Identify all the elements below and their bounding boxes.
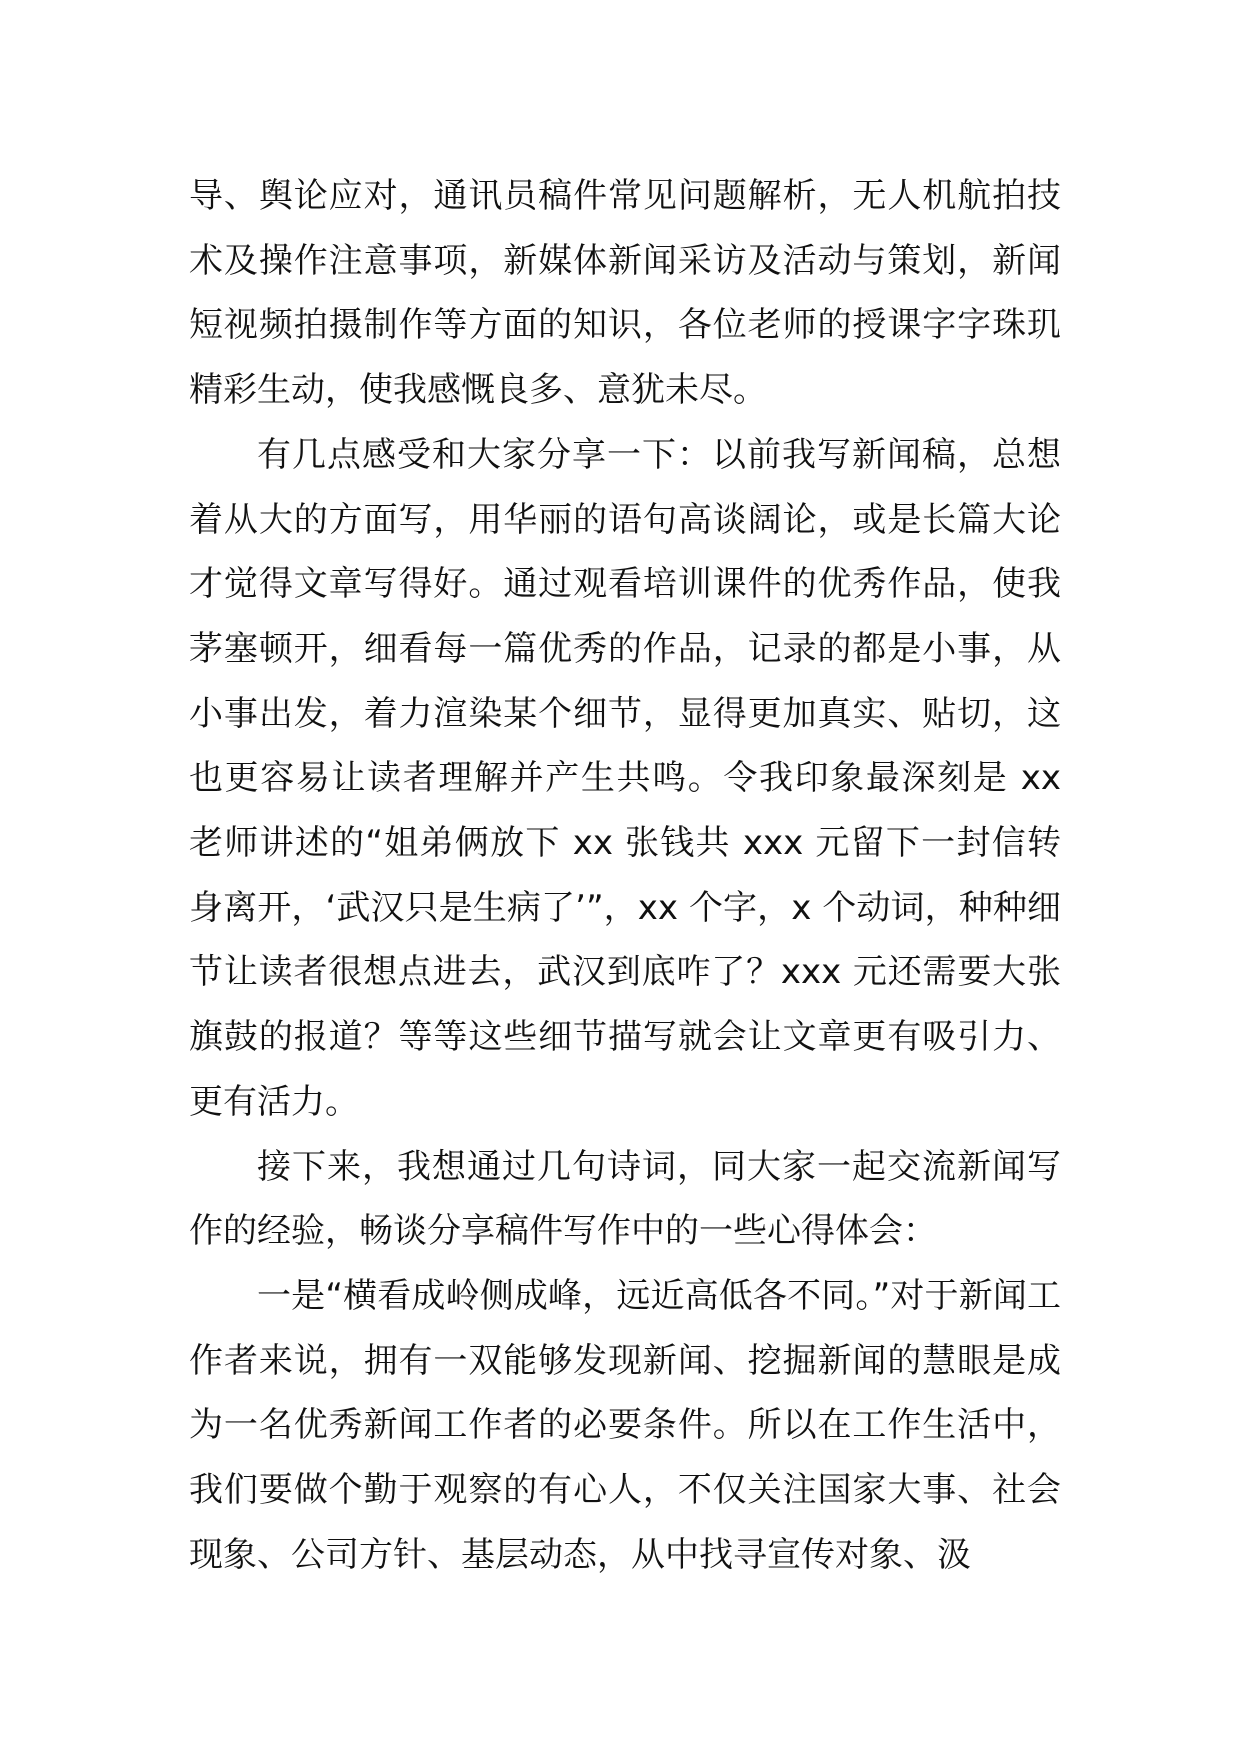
paragraph-3: 接下来，我想通过几句诗词，同大家一起交流新闻写作的经验，畅谈分享稿件写作中的一些心得体会： xyxy=(189,1146,1061,1252)
document-body xyxy=(189,164,1061,1587)
paragraph-4: 一是“横看成岭侧成峰，远近高低各不同。”对于新闻工作者来说，拥有一双能够发现新闻、挖掘新闻的慧眼是成为一名优秀新闻工作者的必要条件。所以在工作生活中，我们要做个勤于观察的有心人，不仅关注国家大事、社会现象、公司方针、基层动态，从中找寻宣传对象、汲 xyxy=(189,1275,1061,1575)
paragraph-2: 有几点感受和大家分享一下：以前我写新闻稿，总想着从大的方面写，用华丽的语句高谈阔论，或是长篇大论才觉得文章写得好。通过观看培训课件的优秀作品，使我茅塞顿开，细看每一篇优秀的作品，记录的都是小事，从小事出发，着力渲染某个细节，显得更加真实、贴切，这也更容易让读者理解并产生共鸣。令我印象最深刻是 xx 老师讲述的“姐弟俩放下 xx 张钱共 xxx 元留下一封信转身离开，‘武汉只是生病了’”，xx 个字，x 个动词，种种细节让读者很想点进去，武汉到底咋了？xxx 元还需要大张旗鼓的报道？等等这些细节描写就会让文章更有吸引力、更有活力。 xyxy=(189,434,1061,1122)
paragraph-1: 导、舆论应对，通讯员稿件常见问题解析，无人机航拍技术及操作注意事项，新媒体新闻采访及活动与策划，新闻短视频拍摄制作等方面的知识，各位老师的授课字字珠玑精彩生动，使我感慨良多、意犹未尽。 xyxy=(189,176,1061,411)
